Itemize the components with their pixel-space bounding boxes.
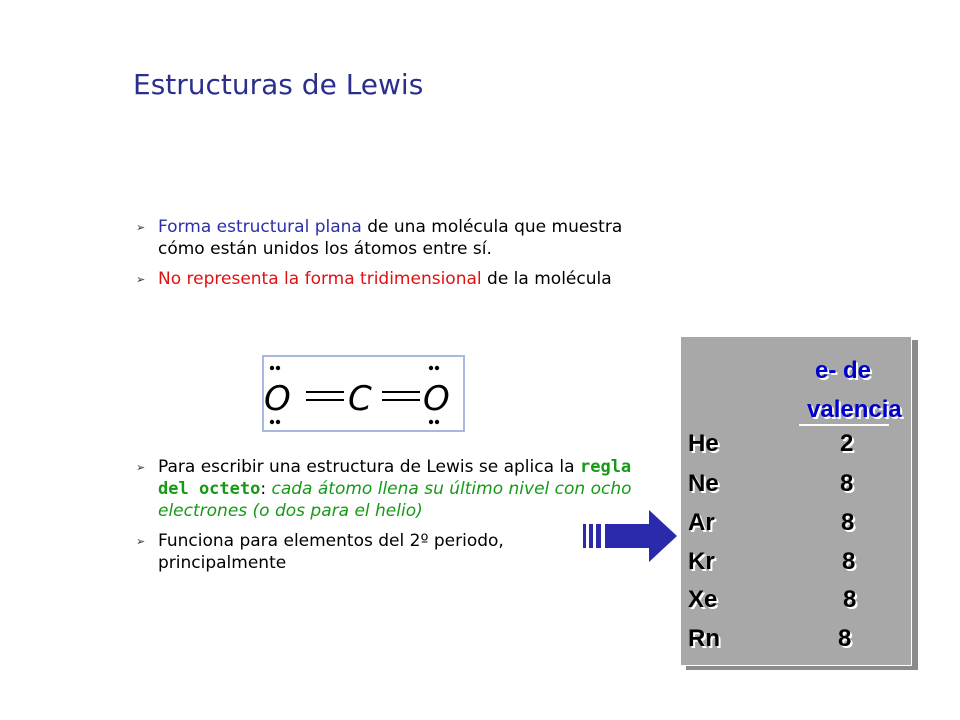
bullet-3-colon: : [260, 479, 272, 499]
electron-dot [435, 366, 439, 370]
valence-value: 8 [842, 548, 856, 575]
electron-dot [429, 366, 433, 370]
bullet-1-text: de una molécula que muestra cómo están unidos los átomos entre sí. [158, 217, 623, 259]
electron-dot [276, 366, 280, 370]
element-symbol: Rn [688, 625, 720, 652]
element-symbol: He [688, 430, 719, 457]
bullet-3-text: Para escribir una estructura de Lewis se aplica la [158, 457, 580, 477]
bullet-1-highlight: Forma estructural plana [158, 217, 362, 237]
bullet-3-rule: regla del octeto [158, 457, 632, 499]
header-underline [799, 424, 889, 426]
striped-arrow-icon [583, 508, 679, 564]
bullet-item-4 [136, 530, 636, 574]
element-symbol: Ar [688, 509, 715, 536]
bullet-2-highlight: No representa la forma tridimensional [158, 269, 482, 289]
bullet-list [136, 216, 636, 298]
element-symbol: Ne [688, 470, 719, 497]
atom-oxygen-2: O [423, 379, 450, 419]
table-header-line1: e- de [815, 357, 872, 384]
bullet-3-definition: cada átomo llena su último nivel con ocho electrones (o dos para el helio) [158, 479, 632, 521]
element-symbol: Kr [688, 548, 715, 575]
lewis-structure-co2 [262, 355, 465, 432]
bullet-item-2 [136, 268, 636, 290]
bullet-item-1 [136, 216, 636, 260]
electron-dot [276, 420, 280, 424]
bullet-item-3 [136, 456, 636, 522]
bullet-list-2 [136, 456, 636, 582]
valence-value: 8 [840, 470, 854, 497]
electron-dot [270, 366, 274, 370]
bullet-arrow-icon: ➢ [136, 273, 146, 286]
atom-oxygen-1: O [264, 379, 291, 419]
slide-title: Estructuras de Lewis [133, 68, 424, 101]
table-header-line2: valencia [807, 396, 902, 423]
atom-carbon: C [348, 379, 372, 419]
valence-value: 8 [838, 625, 852, 652]
valence-value: 2 [840, 430, 854, 457]
valence-table [680, 336, 912, 666]
valence-value: 8 [843, 586, 857, 613]
bullet-arrow-icon: ➢ [136, 535, 146, 548]
bullet-4-text: Funciona para elementos del 2º periodo, principalmente [158, 531, 504, 573]
electron-dot [270, 420, 274, 424]
bullet-arrow-icon: ➢ [136, 461, 146, 474]
element-symbol: Xe [688, 586, 718, 613]
electron-dot [435, 420, 439, 424]
valence-value: 8 [841, 509, 855, 536]
bullet-2-text: de la molécula [481, 269, 612, 289]
bullet-arrow-icon: ➢ [136, 221, 146, 234]
electron-dot [429, 420, 433, 424]
